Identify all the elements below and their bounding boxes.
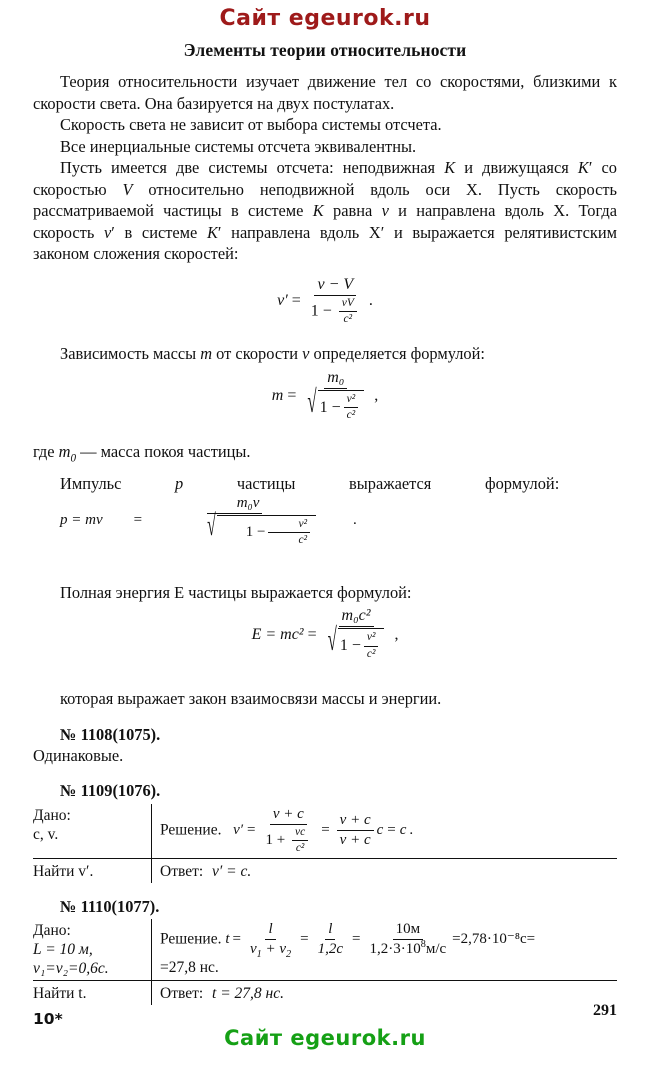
table-row <box>33 858 617 883</box>
frame-text-5: равна <box>323 201 382 220</box>
paragraph-postulate-2: Все инерциальные системы отсчета эквивалентны. <box>60 136 417 156</box>
frame-text-1: Пусть имеется две системы отсчета: неподвижная <box>60 158 445 177</box>
frame-text-2: и движущаяся <box>455 158 578 177</box>
given-line1-1110: L = 10 м, <box>33 940 93 958</box>
mass-den-den: c² <box>346 409 356 422</box>
mass-intro-text-3: определяется формулой: <box>309 344 485 364</box>
sqrt-radical-energy: √ <box>327 622 337 659</box>
sol-t-eq-3: = <box>352 930 361 947</box>
sol-t-den-1: $v_1 + v_2$ <box>249 940 292 960</box>
watermark-top: Сайт egeurok.ru <box>219 6 431 31</box>
energy-den-num: v² <box>366 631 376 644</box>
given-values-1109: c, v. <box>33 825 59 843</box>
answer-cell-1110 <box>152 980 618 1005</box>
mass-lhs: m <box>271 387 284 405</box>
given-label-1109: Дано: <box>33 806 71 824</box>
mass-den-one: 1 − <box>319 398 341 416</box>
table-row <box>33 919 617 981</box>
symbol-v-prime: v <box>103 222 112 242</box>
symbol-m: m <box>200 344 213 364</box>
prime-mark-1: ′ <box>588 158 593 177</box>
sol-t-eq-1: = <box>232 930 241 947</box>
formula-momentum <box>33 495 357 548</box>
energy-equals: = <box>307 625 317 643</box>
prime-mark-4: ′ <box>380 222 385 242</box>
sol-c-factor: c <box>376 822 384 839</box>
frame-text-6: и направлена вдоль X. Тогда скорость <box>33 201 617 242</box>
paragraph-energy-intro: Полная энергия Е частицы выражается формулой: <box>60 582 412 602</box>
velocity-den-num: vV <box>341 296 354 309</box>
velocity-lhs: v′ <box>277 291 288 309</box>
signature-mark: 10* <box>33 1010 63 1028</box>
prime-mark-3: ′ <box>217 222 222 242</box>
problem-1108-answer: Одинаковые. <box>33 746 124 766</box>
find-label-1110: Найти t. <box>33 984 87 1002</box>
sol-lhs-1109: v′ <box>233 822 244 839</box>
formula-mass <box>33 369 617 424</box>
paragraph-momentum <box>33 473 617 547</box>
given-cell-1110 <box>33 919 152 981</box>
sol-t-den-3: $1,2\cdot 3\cdot 10^8м/с$ <box>369 938 447 957</box>
paragraph-rest-mass <box>33 441 617 463</box>
rest-mass-text-post: — масса покоя частицы. <box>76 441 251 461</box>
sol-t-den-2: 1,2c <box>317 940 344 957</box>
solution-label-1110: Решение. <box>160 929 222 947</box>
table-row <box>33 804 617 858</box>
momentum-lhs: p = mv <box>60 512 103 529</box>
mass-tail: , <box>374 387 379 405</box>
sol-t-num-1: l <box>268 920 273 937</box>
velocity-numerator: v − V <box>317 275 354 293</box>
velocity-den-den: c² <box>343 313 353 326</box>
symbol-m-zero: $m_0$ <box>58 441 77 465</box>
mass-intro-text-2: от скорости <box>212 344 303 364</box>
answer-cell-1109 <box>152 858 618 883</box>
momentum-numerator: m₀v <box>236 494 260 511</box>
velocity-den-one: 1 − <box>310 302 332 320</box>
sol-eq-3: = <box>387 822 396 839</box>
answer-value-1109: v′ = c. <box>212 862 252 880</box>
answer-value-1110: t = 27,8 нс. <box>212 984 284 1002</box>
problem-number-1109: № 1109(1076). <box>60 780 161 800</box>
answer-label-1110: Ответ: <box>160 984 204 1002</box>
sol-t-eq-2: = <box>300 930 309 947</box>
momentum-text-pre: Импульс <box>60 474 176 494</box>
solution-cell-1109 <box>152 804 618 858</box>
formula-velocity-addition <box>33 276 617 327</box>
solution-cell-1110 <box>152 919 618 981</box>
momentum-den-one: 1 − <box>245 524 266 541</box>
mass-numerator: m₀ <box>327 368 345 386</box>
sol-num-2: v + c <box>339 812 371 829</box>
solution-tail-1110: =27,8 нс. <box>160 959 219 977</box>
prime-mark-2: ′ <box>111 222 115 242</box>
momentum-text-post: частицы выражается формулой: <box>183 474 560 494</box>
symbol-k-1: K <box>444 158 456 177</box>
energy-numerator: m₀c² <box>341 607 371 625</box>
momentum-tail: . <box>353 512 357 529</box>
page-content <box>33 40 617 1005</box>
given-label-1110: Дано: <box>33 921 71 939</box>
frame-text-4: относительно неподвижной вдоль оси X. Пусть скорость рассматриваемой частицы в системе <box>33 179 618 220</box>
symbol-k-2: K <box>312 201 324 220</box>
sol-t-result: =2,78·10⁻⁸c= <box>452 930 536 947</box>
symbol-v-2: v <box>302 344 310 364</box>
given-line2-1110: v₁=v₂=0,6c. <box>33 959 109 977</box>
sqrt-radical-momentum: √ <box>207 511 216 544</box>
energy-den-den: c² <box>366 647 376 660</box>
sol-period: . <box>409 822 414 839</box>
frame-text-3: со скоростью <box>33 158 617 199</box>
velocity-tail: . <box>368 291 373 309</box>
symbol-k-prime-2: K <box>206 222 218 242</box>
watermark-bottom: Сайт egeurok.ru <box>224 1026 426 1050</box>
find-label-1109: Найти v′. <box>33 862 94 880</box>
sqrt-radical-mass: √ <box>307 384 317 421</box>
paragraph-closing: которая выражает закон взаимосвязи массы и энергии. <box>60 688 442 708</box>
answer-label-1109: Ответ: <box>160 862 204 880</box>
mass-den-num: v² <box>346 393 356 406</box>
problem-1109-table <box>33 804 617 883</box>
sol-t-num-3: 10м <box>393 921 424 940</box>
symbol-p: p <box>175 474 184 494</box>
table-row <box>33 980 617 1005</box>
sol-den-num: vc <box>294 826 306 839</box>
paragraph-mass-intro <box>33 343 617 365</box>
sol-den-one: 1 + <box>265 832 286 849</box>
sol-t-lhs: t <box>225 930 230 947</box>
problem-number-1110: № 1110(1077). <box>60 896 160 916</box>
sol-eq-2: = <box>321 822 330 839</box>
find-cell-1109 <box>33 858 152 883</box>
solution-label-1109: Решение. <box>160 821 222 839</box>
find-cell-1110 <box>33 980 152 1005</box>
frame-text-7: в системе <box>114 222 207 242</box>
symbol-v-capital: V <box>122 179 133 199</box>
paragraph-reference-frames <box>33 157 617 265</box>
formula-energy <box>33 607 617 662</box>
momentum-den-num: v² <box>298 517 308 530</box>
sol-num-1: v + c <box>272 805 304 822</box>
problem-1110-table <box>33 919 617 1005</box>
sol-eq-1: = <box>247 822 256 839</box>
problem-number-1108: № 1108(1075). <box>60 725 161 745</box>
energy-tail: , <box>394 625 399 643</box>
frame-text-9: и выражается релятивистским законом сложения скоростей: <box>33 222 617 263</box>
energy-den-one: 1 − <box>339 636 361 654</box>
sol-den-den: c² <box>295 842 305 855</box>
given-cell-1109 <box>33 804 152 858</box>
sol-den-2: v + c <box>339 832 371 849</box>
mass-equals: = <box>287 387 297 405</box>
solution-formula-1110 <box>225 921 535 959</box>
energy-lhs: E = mc² <box>251 625 304 643</box>
symbol-v-1: v <box>381 201 389 220</box>
paragraph-postulate-1: Скорость света не зависит от выбора системы отсчета. <box>60 115 442 134</box>
solution-formula-1109 <box>233 806 413 856</box>
velocity-equals: = <box>291 291 301 309</box>
symbol-k-prime-1: K <box>577 158 589 177</box>
sol-result: c <box>399 822 407 839</box>
page-title: Элементы теории относительности <box>183 40 467 60</box>
momentum-equals: = <box>133 512 143 529</box>
mass-intro-text-1: Зависимость массы <box>60 344 201 364</box>
page-number: 291 <box>593 1002 617 1019</box>
frame-text-8: направлена вдоль X <box>221 222 381 242</box>
sol-t-num-2: l <box>328 920 333 937</box>
rest-mass-text-pre: где <box>33 441 59 461</box>
paragraph-intro: Теория относительности изучает движение тел со скоростями, близкими к скорости света. Она базируется на двух постулатах. <box>33 72 617 113</box>
momentum-den-den: c² <box>298 534 308 547</box>
